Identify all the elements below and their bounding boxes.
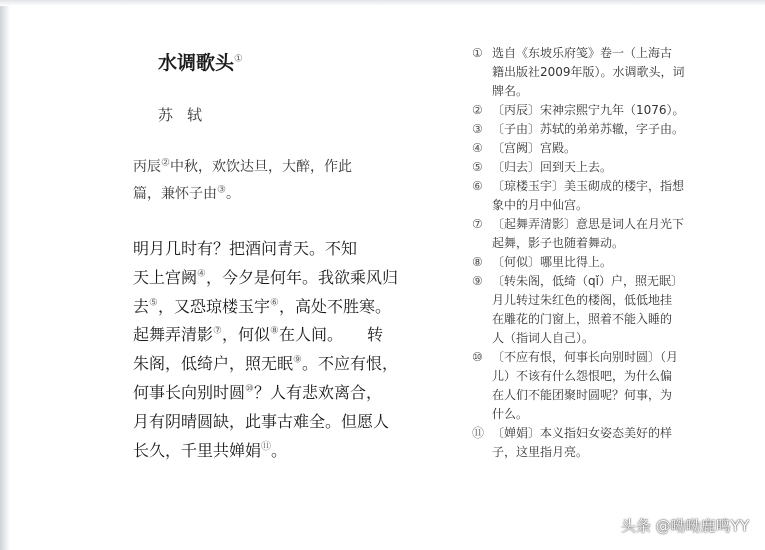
footnote-line: 月儿转过朱红色的楼阁，低低地挂 <box>492 293 673 307</box>
footnote-item <box>472 348 712 424</box>
footnote-number: ⑦ <box>472 217 483 231</box>
footnote-item <box>472 253 712 272</box>
footnote-text <box>492 215 684 253</box>
footnote-text <box>492 158 612 177</box>
footnote-item <box>472 44 712 101</box>
poem-text: ？人有悲欢离合， <box>253 382 382 402</box>
poem-line <box>133 235 413 264</box>
footnote-number: ③ <box>472 122 483 136</box>
footnote-line: 〔起舞弄清影〕意思是词人在月光下 <box>492 217 685 231</box>
footnote-line: 在雕花的门窗上，照着不能入睡的 <box>492 312 673 326</box>
page-shadow-top <box>0 0 765 6</box>
footnote-line: 〔丙辰〕宋神宗熙宁九年（1076）。 <box>492 103 685 117</box>
poem-text: 长久，千里共婵娟 <box>133 440 262 460</box>
footnote-line: 〔琼楼玉宇〕美玉砌成的楼宇，指想 <box>492 179 685 193</box>
footnote-line: 选自《东坡乐府笺》卷一（上海古 <box>492 46 673 60</box>
footnote-marker: ⑦ <box>213 326 222 338</box>
footnote-item <box>472 101 712 120</box>
poem-text: ，又恐琼楼玉宇 <box>157 296 270 316</box>
footnote-line: 〔宫阙〕宫殿。 <box>492 141 577 155</box>
poem-text: ，高处不胜寒。 <box>278 296 391 316</box>
footnote-text <box>492 272 683 348</box>
poem-line <box>133 437 413 466</box>
footnote-line: 〔子由〕苏轼的弟弟苏辙，字子由。 <box>492 122 685 136</box>
footnote-marker: ⑨ <box>293 354 302 366</box>
footnote-line: 儿）不该有什么怨恨吧，为什么偏 <box>492 369 673 383</box>
footnote-line: 〔归去〕回到天上去。 <box>492 160 613 174</box>
footnote-marker: ⑥ <box>270 297 279 309</box>
footnote-text <box>492 101 685 120</box>
footnote-marker: ② <box>161 157 170 169</box>
preface-text: 篇，兼怀子由 <box>133 186 217 202</box>
poem-text: 。 <box>271 440 288 460</box>
poem-text: 何事长向别时圆 <box>133 382 246 402</box>
poem-line <box>133 293 413 322</box>
footnote-marker: ③ <box>217 184 226 196</box>
footnote-line: 在人们不能团聚时圆呢？何事，为 <box>492 388 673 402</box>
footnote-number: ④ <box>472 141 483 155</box>
poem-text: 在人间。 转 <box>278 325 383 345</box>
poem-text: 月有阴晴圆缺，此事古难全。但愿人 <box>133 411 390 431</box>
footnote-number: ⑥ <box>472 179 483 193</box>
poem-line <box>133 408 413 437</box>
poem-text: 朱阁，低绮户，照无眠 <box>133 354 294 374</box>
footnote-text <box>492 177 684 215</box>
footnote-item <box>472 158 712 177</box>
footnote-number: ① <box>472 46 483 60</box>
footnote-number: ⑨ <box>472 274 483 288</box>
footnote-item <box>472 215 712 253</box>
footnote-line: 〔不应有恨，何事长向别时圆〕（月 <box>492 350 679 364</box>
footnote-line: 子，这里指月亮。 <box>492 445 589 459</box>
poem-text: ，今夕是何年。我欲乘风归 <box>205 267 398 287</box>
footnote-text <box>492 44 685 101</box>
footnote-line: 什么。 <box>492 407 529 421</box>
footnote-marker: ⑩ <box>245 383 254 395</box>
footnote-line: 起舞，影子也随着舞动。 <box>492 236 625 250</box>
poem-body <box>133 235 413 465</box>
poem-text: 去 <box>133 296 150 316</box>
footnote-text <box>492 120 684 139</box>
poem-line <box>133 264 413 293</box>
preface-line <box>133 154 408 181</box>
footnote-text <box>492 424 672 462</box>
footnote-line: 牌名。 <box>492 84 529 98</box>
footnote-text <box>492 348 678 424</box>
footnote-item <box>472 272 712 348</box>
poem-text: ，何似 <box>221 325 270 345</box>
preface-text: 中秋，欢饮达旦，大醉，作此 <box>169 159 352 175</box>
poem-text: 。不应有恨， <box>301 354 398 374</box>
poem-title-text: 水调歌头 <box>158 52 235 74</box>
footnote-number: ⑪ <box>472 426 485 440</box>
watermark: 头条 @呦呦鹿鸣YY <box>620 517 749 535</box>
poem-line <box>133 321 413 350</box>
footnote-marker: ⑪ <box>261 441 272 453</box>
footnote-line: 籍出版社2009年版）。水调歌头，词 <box>492 65 685 79</box>
footnote-line: 人（指词人自己）。 <box>492 331 595 345</box>
poem-author: 苏轼 <box>158 106 217 124</box>
poem-text: 天上宫阙 <box>133 267 198 287</box>
footnote-number: ⑤ <box>472 160 483 174</box>
preface-text: 。 <box>225 186 240 202</box>
footnote-line: 象中的月中仙宫。 <box>492 198 589 212</box>
preface-line <box>133 181 408 208</box>
footnote-item <box>472 424 712 462</box>
poem-text: 起舞弄清影 <box>133 325 214 345</box>
footnote-line: 〔何似〕哪里比得上。 <box>492 255 613 269</box>
footnote-marker: ⑤ <box>149 297 158 309</box>
preface-text: 丙辰 <box>133 159 161 175</box>
footnote-item <box>472 120 712 139</box>
poem-preface <box>133 154 408 208</box>
page-shadow-left <box>0 0 10 550</box>
poem-line <box>133 379 413 408</box>
footnote-line: 〔婵娟〕本义指妇女姿态美好的样 <box>492 426 673 440</box>
footnote-number: ② <box>472 103 483 117</box>
footnote-text <box>492 139 576 158</box>
footnote-marker: ④ <box>197 268 206 280</box>
footnote-line: 〔转朱阁，低绮（qǐ）户，照无眠〕 <box>492 274 683 288</box>
poem-text: 明月几时有？把酒问青天。不知 <box>133 239 358 258</box>
footnote-item <box>472 177 712 215</box>
footnote-number: ⑩ <box>472 350 483 364</box>
footnote-marker: ⑧ <box>270 326 279 338</box>
poem-title <box>158 48 243 75</box>
footnotes-list <box>472 44 712 462</box>
footnote-number: ⑧ <box>472 255 483 269</box>
poem-line <box>133 350 413 379</box>
footnote-text <box>492 253 612 272</box>
footnote-item <box>472 139 712 158</box>
footnote-marker: ① <box>234 53 243 65</box>
